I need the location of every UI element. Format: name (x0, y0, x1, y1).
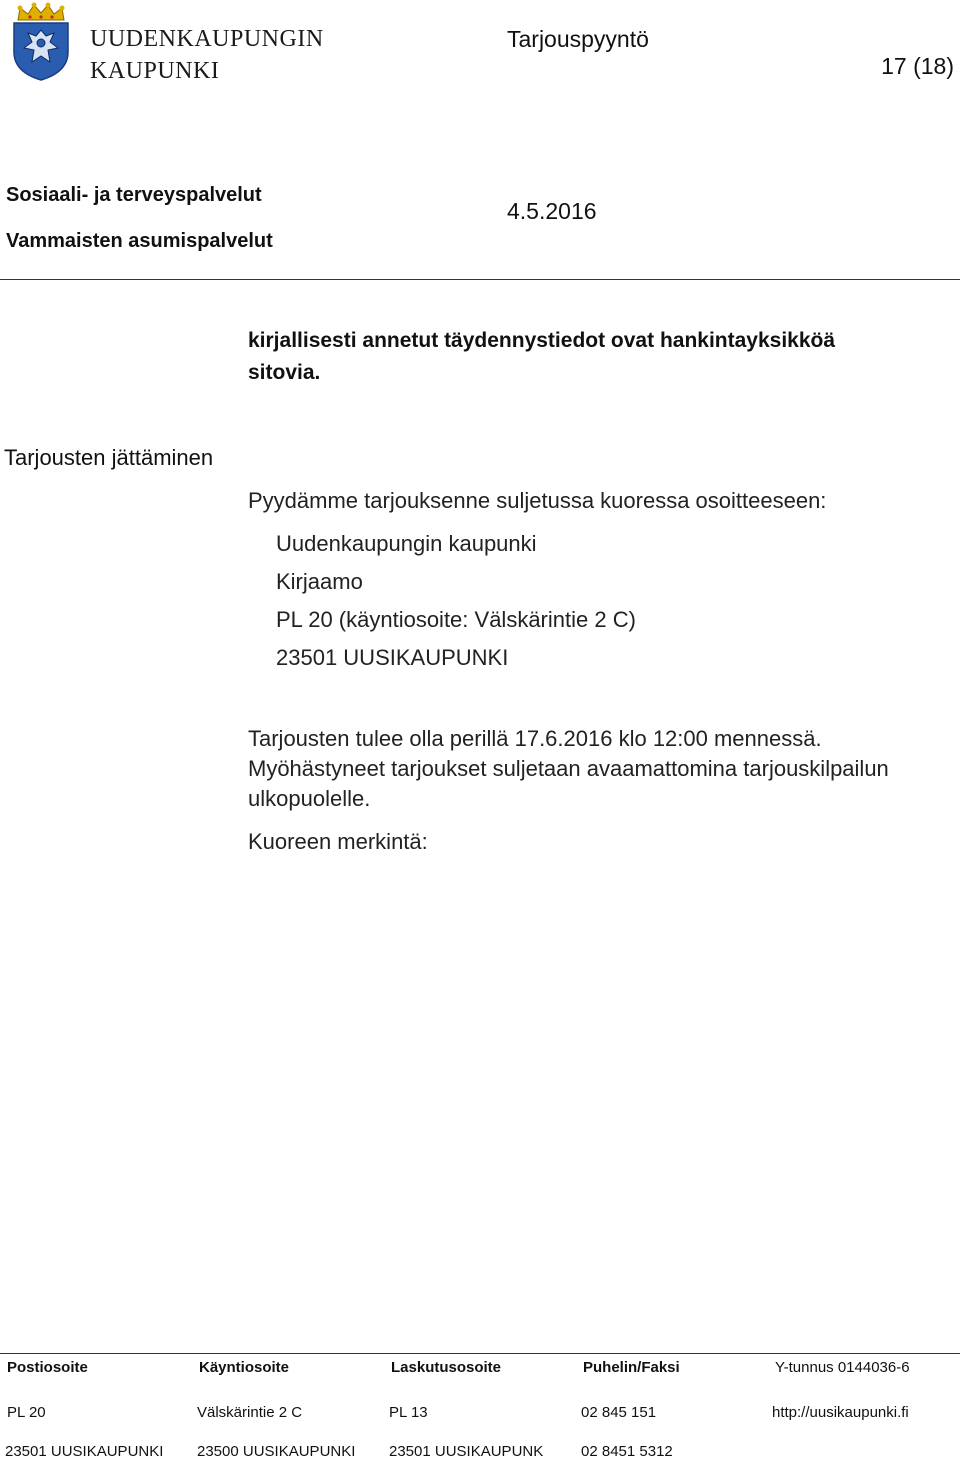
deadline-text: Tarjousten tulee olla perillä 17.6.2016 klo 12:00 mennessä. (248, 726, 822, 751)
address-line: Kirjaamo (276, 569, 363, 594)
footer-divider (0, 1353, 960, 1354)
late-offers-line2: ulkopuolelle. (248, 786, 371, 811)
footer-billing-box: PL 13 (389, 1404, 428, 1421)
footer-postal-city: 23501 UUSIKAUPUNKI (5, 1443, 164, 1460)
footer-visiting-city: 23500 UUSIKAUPUNKI (197, 1443, 356, 1460)
city-coat-of-arms-logo (10, 2, 72, 82)
footer-visiting-street: Välskärintie 2 C (197, 1404, 303, 1421)
footer-header-visiting: Käyntiosoite (199, 1359, 290, 1376)
document-type: Tarjouspyyntö (507, 26, 649, 52)
bold-paragraph-line2: sitovia. (248, 361, 321, 384)
footer-header-phone: Puhelin/Faksi (583, 1359, 680, 1376)
bold-paragraph-line1: kirjallisesti annetut täydennystiedot ovat hankintayksikköä (248, 329, 836, 352)
envelope-label: Kuoreen merkintä: (248, 829, 428, 854)
section-heading: Tarjousten jättäminen (4, 445, 214, 470)
address-line: PL 20 (käyntiosoite: Välskärintie 2 C) (276, 607, 636, 632)
footer-business-id: Y-tunnus 0144036-6 (775, 1359, 910, 1376)
unit-name: Vammaisten asumispalvelut (6, 230, 273, 252)
document-date: 4.5.2016 (507, 198, 597, 224)
late-offers-line1: Myöhästyneet tarjoukset suljetaan avaamattomina tarjouskilpailun (248, 756, 889, 781)
address-line: Uudenkaupungin kaupunki (276, 531, 537, 556)
footer-postal-box: PL 20 (7, 1404, 46, 1421)
header-divider (0, 279, 960, 280)
footer-header-postal: Postiosoite (7, 1359, 88, 1376)
footer-billing-city: 23501 UUSIKAUPUNK (389, 1443, 544, 1460)
address-line: 23501 UUSIKAUPUNKI (276, 645, 509, 670)
footer-website-link[interactable]: http://uusikaupunki.fi (772, 1404, 909, 1421)
footer-phone: 02 845 151 (581, 1404, 657, 1421)
intro-paragraph: Pyydämme tarjouksenne suljetussa kuoressa osoitteeseen: (248, 488, 827, 513)
organization-name-line1: UUDENKAUPUNGIN (90, 26, 324, 52)
footer-header-billing: Laskutusosoite (391, 1359, 502, 1376)
footer-fax: 02 8451 5312 (581, 1443, 673, 1460)
organization-name-line2: KAUPUNKI (90, 58, 220, 84)
department-name: Sosiaali- ja terveyspalvelut (6, 184, 262, 206)
page-number: 17 (18) (881, 53, 954, 79)
